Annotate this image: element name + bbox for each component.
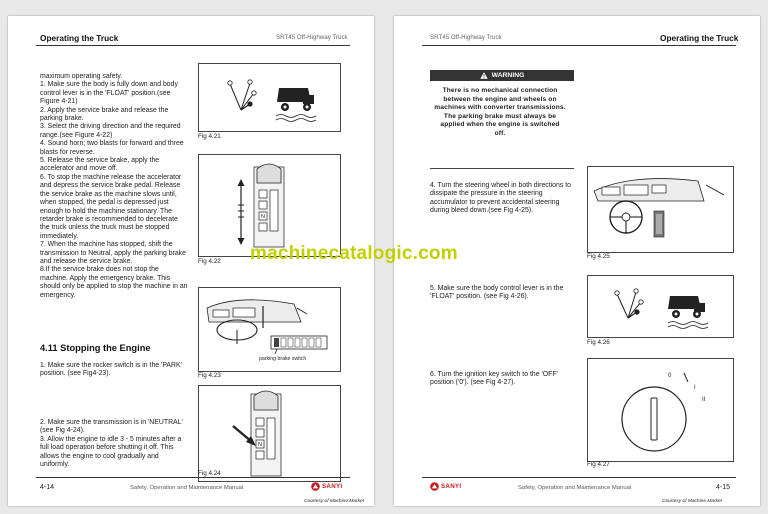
shift-lever-illustration (199, 155, 340, 256)
paragraph: 3. Allow the engine to idle 3 - 5 minutes after a full load operation before shutting it off. This allows the engine to cool gradually and uniformly. (40, 435, 182, 469)
fig-4-21-caption: Fig 4.21 (198, 133, 221, 140)
fig-4-23-caption: Fig 4.23 (198, 372, 221, 379)
figure-4-22 (198, 154, 341, 257)
left-body-text (40, 73, 188, 300)
figure-4-23 (198, 287, 341, 372)
key-position-1-label: I (694, 385, 696, 391)
left-footer-manual-title: Safety, Operation and Maintenance Manual (130, 485, 244, 491)
left-brand-logo (311, 482, 342, 491)
paragraph: 6. To stop the machine release the accelerator and depress the service brake pedal. Release the service brake as the machine slows until, when stopped, the pedal is depressed just enough to hold the machine stationary. The retarder brake is recommended to decelerate the truck unless the truck must be stopped immediately. (40, 173, 182, 240)
fig-4-27-caption: Fig 4.27 (587, 461, 610, 468)
section-heading: 4.11 Stopping the Engine (40, 343, 151, 353)
figure-4-24 (198, 385, 341, 482)
fig-4-24-caption: Fig 4.24 (198, 470, 221, 477)
fig-4-25-caption: Fig 4.25 (587, 253, 610, 260)
left-header-model: SRT45 Off-Highway Truck (276, 34, 348, 41)
left-page-number: 4-14 (40, 484, 55, 491)
right-page-number: 4-15 (716, 484, 731, 491)
key-position-2-label: II (702, 397, 706, 403)
paragraph: 2. Apply the service brake and release the parking brake. (40, 106, 169, 123)
warning-triangle-icon (480, 72, 488, 79)
steering-wheel-dashboard-illustration (588, 167, 733, 252)
step1-text: 1. Make sure the rocker switch is in the 'PARK' position. (see Fig4-23). (40, 362, 182, 378)
right-header-title: Operating the Truck (660, 33, 739, 43)
svg-text:N: N (258, 442, 262, 448)
right-header-model: SRT45 Off-Highway Truck (430, 34, 502, 41)
neutral-shifter-illustration (199, 386, 340, 481)
warning-rule (430, 168, 574, 169)
fig-4-26-caption: Fig 4.26 (587, 339, 610, 346)
left-footer-rule (36, 477, 350, 478)
step5-text: 5. Make sure the body control lever is in the 'FLOAT' position. (see Fig 4-26). (430, 285, 564, 301)
watermark-text: machinecatalogic.com (250, 243, 458, 264)
right-courtesy-note: Courtesy of Machine.Market (662, 499, 722, 504)
paragraph: 8.If the service brake does not stop the machine. Apply the emergency brake. This should only be applied to stop the machine in an emergency. (40, 266, 188, 299)
paragraph: maximum operating safety. (40, 73, 123, 80)
right-logo-text: SANYI (441, 483, 462, 490)
sany-logo-icon (430, 482, 439, 491)
warning-banner (430, 70, 574, 81)
sany-logo-icon (311, 482, 320, 491)
paragraph: 3. Select the driving direction and the required range.(see Figure 4-22) (40, 123, 181, 139)
step6-text: 6. Turn the ignition key switch to the 'OFF' position ('0'). (see Fig 4-27). (430, 371, 558, 387)
paragraph: 1. Make sure the body is fully down and body control lever is in the 'FLOAT' position.(see Figure 4-21) (40, 81, 178, 106)
key-position-0-label: 0 (668, 373, 672, 379)
left-header-rule (36, 45, 350, 46)
paragraph: 7. When the machine has stopped, shift the transmission to Neutral, apply the parking brake and release the service brake. (40, 241, 186, 265)
svg-text:N: N (261, 214, 265, 220)
right-footer-rule (422, 477, 736, 478)
figure-4-21 (198, 63, 341, 132)
left-logo-text: SANYI (322, 483, 343, 490)
left-courtesy-note: Courtesy of Machine.Market (304, 499, 364, 504)
parking-brake-switch-label: parking brake switch (259, 356, 307, 362)
right-footer-manual-title: Safety, Operation and Maintenance Manual (518, 485, 632, 491)
paragraph: 4. Sound horn; two blasts for forward and three blasts for reverse. (40, 140, 184, 156)
steps-2-3-text (40, 419, 188, 469)
figure-4-26 (587, 275, 734, 338)
paragraph: 5. Release the service brake, apply the accelerator and move off. (40, 157, 160, 173)
step4-text: 4. Turn the steering wheel in both directions to dissipate the pressure in the steering accumulator to prevent accidental steering during bleed down.(see Fig 4-25). (430, 182, 571, 215)
lever-and-dump-truck-illustration (199, 64, 340, 131)
right-header-rule (422, 45, 736, 46)
right-brand-logo (430, 482, 461, 491)
fig-4-22-caption: Fig 4.22 (198, 258, 221, 265)
warning-message: There is no mechanical connection between the engine and wheels on machines with converter transmissions. The parking brake must always be applied when the engine is switched off. (434, 87, 566, 137)
warning-label: WARNING (491, 72, 525, 79)
paragraph: 2. Make sure the transmission is in 'NEUTRAL' (see Fig 4-24). (40, 419, 183, 435)
ignition-key-switch-illustration (588, 359, 733, 461)
left-header-title: Operating the Truck (40, 33, 119, 43)
figure-4-27 (587, 358, 734, 462)
lever-float-dump-truck-illustration (588, 276, 733, 337)
figure-4-25 (587, 166, 734, 253)
